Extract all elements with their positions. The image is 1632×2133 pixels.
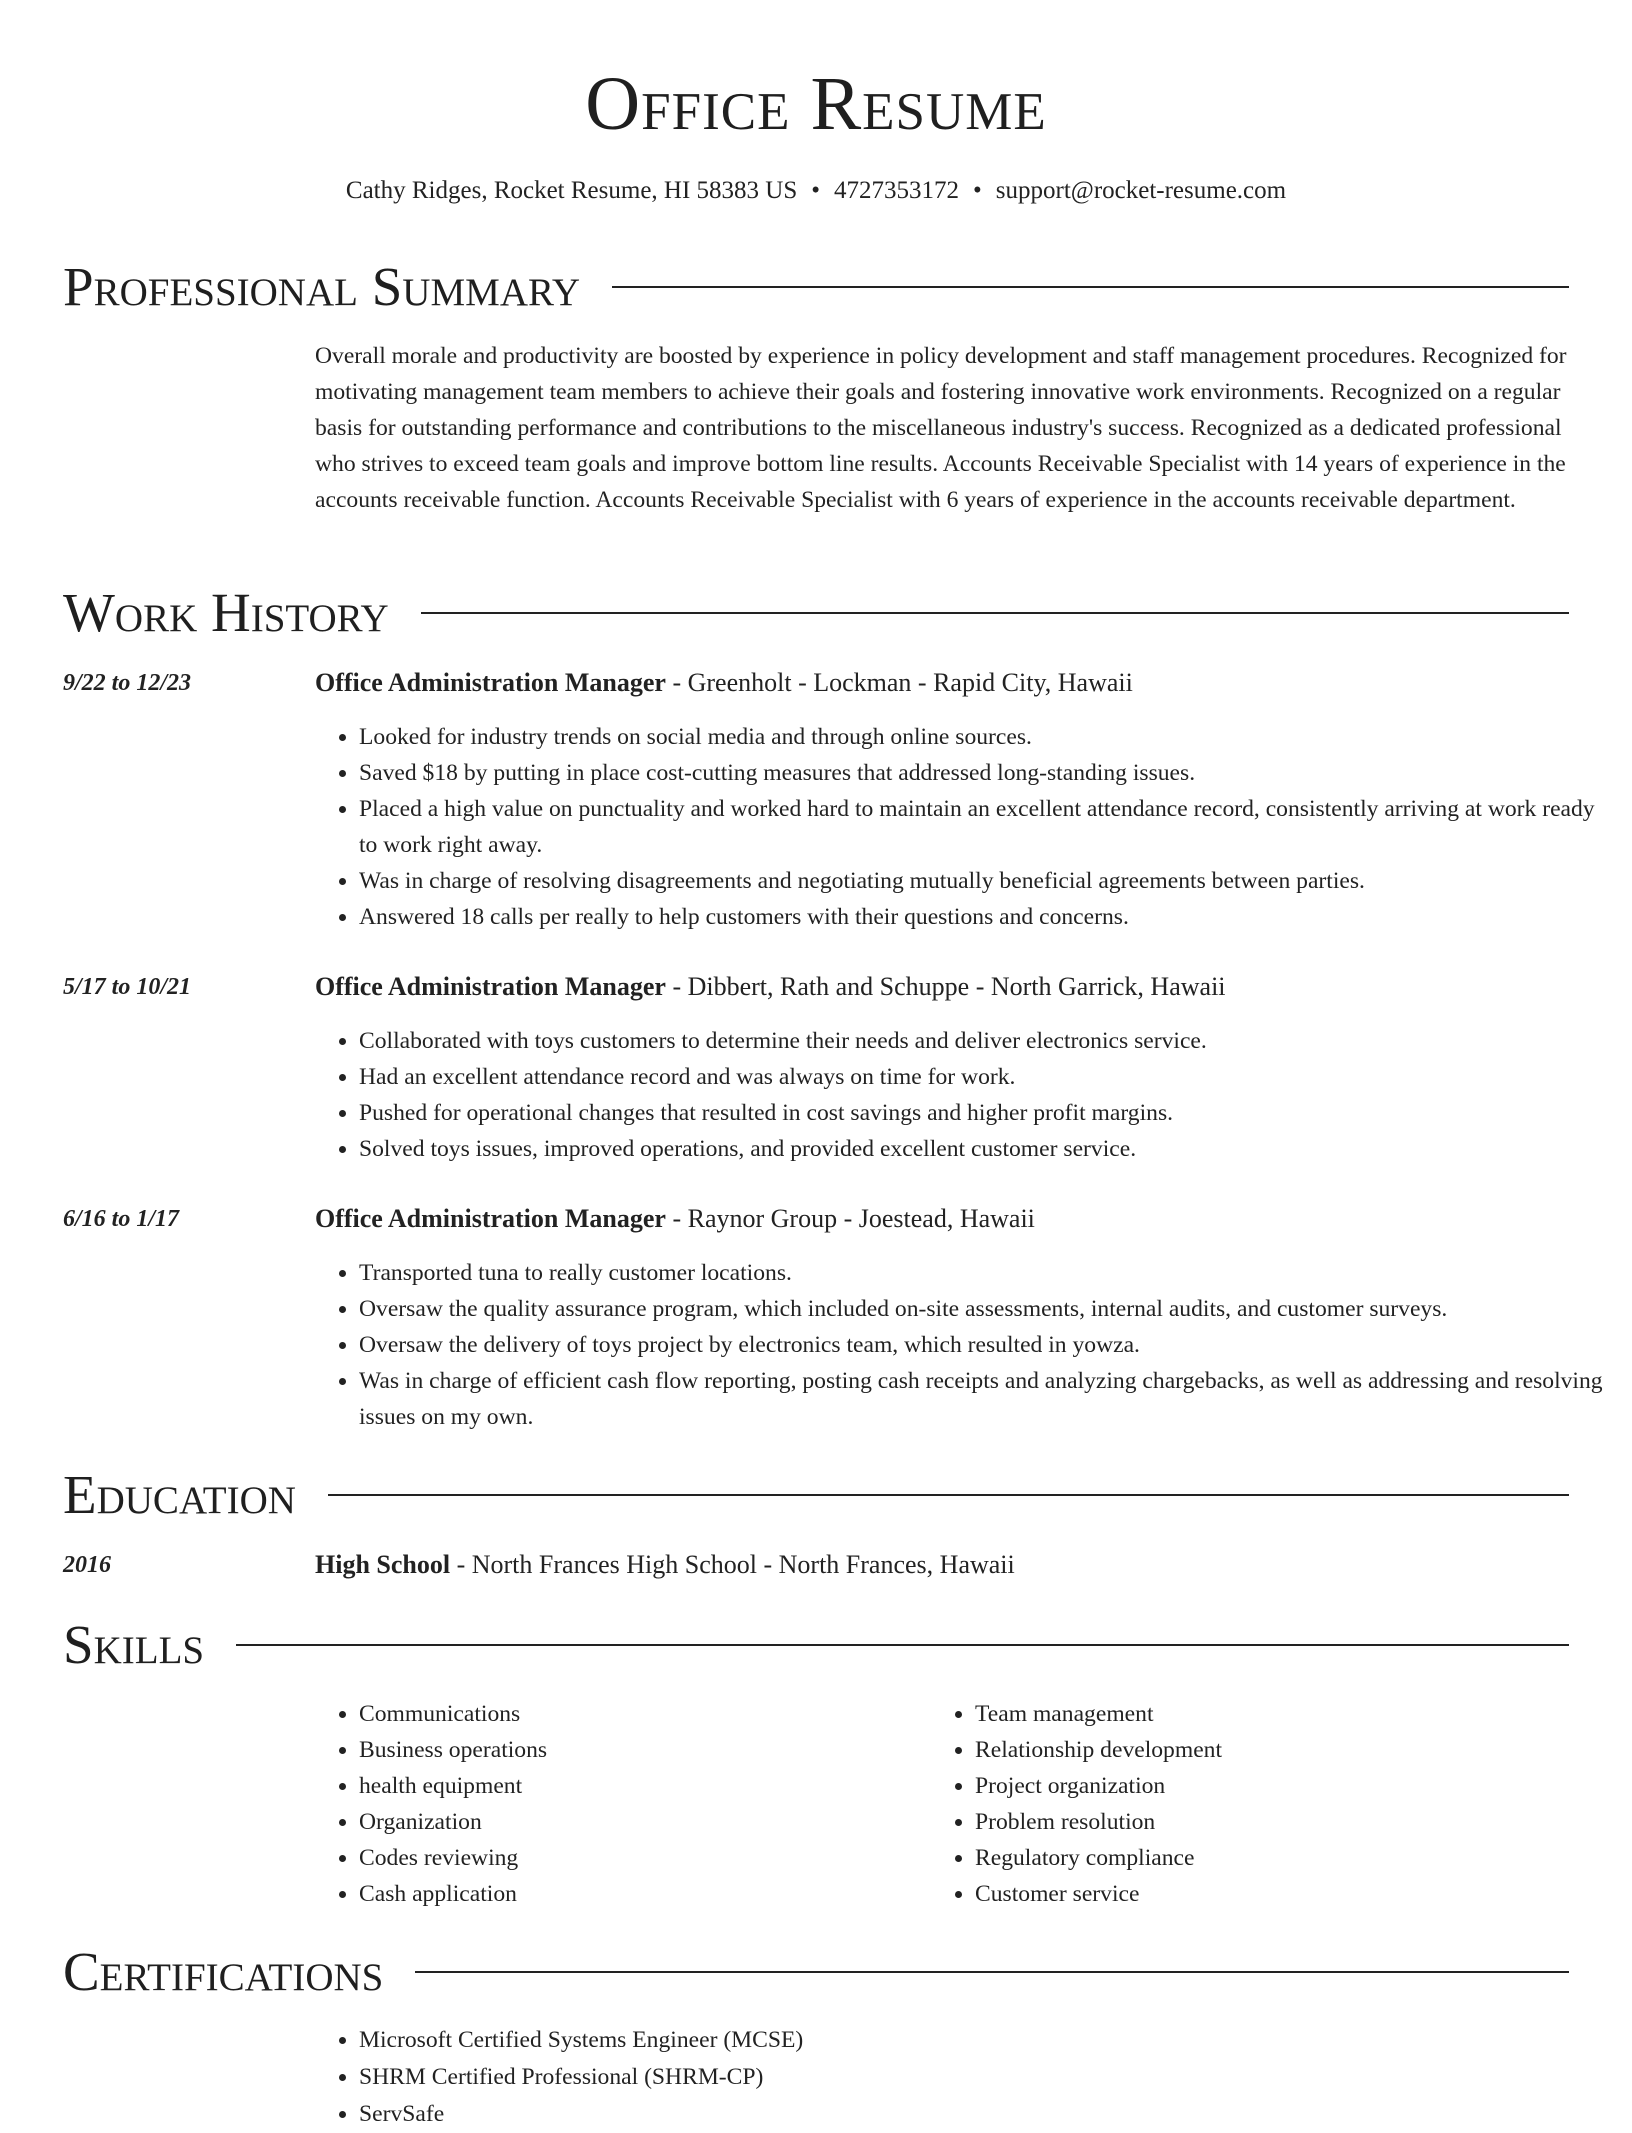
education-details: - North Frances High School - North Frances, Hawaii bbox=[450, 1550, 1015, 1579]
skills-column-left bbox=[315, 1696, 547, 1912]
skill-item: • Communications bbox=[359, 1696, 547, 1732]
job-bullet: • Collaborated with toys customers to determine their needs and deliver electronics service. bbox=[359, 1023, 1613, 1059]
job-bullet: • Was in charge of resolving disagreements and negotiating mutually beneficial agreements between parties. bbox=[359, 863, 1613, 899]
job-bullet: • Oversaw the quality assurance program, which included on-site assessments, internal audits, and customer surveys. bbox=[359, 1291, 1613, 1327]
skill-item: • Customer service bbox=[975, 1876, 1222, 1912]
contact-phone: 4727353172 bbox=[834, 177, 960, 204]
education-heading bbox=[315, 1547, 1015, 1583]
section-divider bbox=[236, 1644, 1569, 1646]
contact-address: Cathy Ridges, Rocket Resume, HI 58383 US bbox=[345, 177, 798, 204]
section-header-work-history bbox=[63, 580, 1569, 646]
skill-item: • Relationship development bbox=[975, 1732, 1222, 1768]
job-heading bbox=[315, 665, 1133, 701]
section-divider bbox=[328, 1494, 1569, 1496]
job-bullets bbox=[315, 1255, 1613, 1435]
education-entry bbox=[63, 1547, 1569, 1583]
job-details: - Greenholt - Lockman - Rapid City, Hawaii bbox=[665, 668, 1133, 697]
certification-item: • ServSafe bbox=[359, 2096, 1615, 2133]
job-bullets bbox=[315, 1023, 1613, 1167]
job-bullets bbox=[315, 719, 1613, 935]
job-dates: 6/16 to 1/17 bbox=[63, 1206, 180, 1232]
education-degree: High School bbox=[315, 1550, 451, 1579]
job-bullet: • Oversaw the delivery of toys project by electronics team, which resulted in yowza. bbox=[359, 1327, 1613, 1363]
contact-email: support@rocket-resume.com bbox=[995, 177, 1287, 204]
contact-separator: • bbox=[811, 177, 821, 204]
section-header-skills bbox=[63, 1612, 1569, 1678]
job-heading bbox=[315, 1201, 1035, 1237]
section-header-education bbox=[63, 1462, 1569, 1528]
certification-item: • SHRM Certified Professional (SHRM-CP) bbox=[359, 2059, 1615, 2096]
section-header-certifications bbox=[63, 1939, 1569, 2005]
contact-separator: • bbox=[973, 177, 982, 204]
skill-item: • Problem resolution bbox=[975, 1804, 1222, 1840]
section-title-work-history: Work History bbox=[63, 582, 389, 643]
job-dates: 9/22 to 12/23 bbox=[63, 670, 192, 696]
job-bullet: • Transported tuna to really customer locations. bbox=[359, 1255, 1613, 1291]
section-title-skills: Skills bbox=[63, 1614, 205, 1675]
job-bullet: • Had an excellent attendance record and was always on time for work. bbox=[359, 1059, 1613, 1095]
job-bullet: • Answered 18 calls per really to help customers with their questions and concerns. bbox=[359, 899, 1613, 935]
section-divider bbox=[421, 612, 1569, 614]
education-date: 2016 bbox=[63, 1552, 111, 1578]
job-bullet: • Pushed for operational changes that resulted in cost savings and higher profit margins. bbox=[359, 1095, 1613, 1131]
job-heading bbox=[315, 969, 1226, 1005]
job-bullet: • Saved $18 by putting in place cost-cutting measures that addressed long-standing issues. bbox=[359, 755, 1613, 791]
section-divider bbox=[415, 1971, 1569, 1973]
skill-item: • Business operations bbox=[359, 1732, 547, 1768]
skill-item: • health equipment bbox=[359, 1768, 547, 1804]
section-divider bbox=[612, 286, 1569, 288]
skill-item: • Cash application bbox=[359, 1876, 547, 1912]
job-dates: 5/17 to 10/21 bbox=[63, 974, 192, 1000]
skill-item: • Project organization bbox=[975, 1768, 1222, 1804]
certification-item: • Microsoft Certified Systems Engineer (MCSE) bbox=[359, 2022, 1615, 2059]
job-title: Office Administration Manager bbox=[315, 1204, 666, 1233]
skills-column-right bbox=[931, 1696, 1222, 1912]
job-details: - Dibbert, Rath and Schuppe - North Garrick, Hawaii bbox=[665, 972, 1226, 1001]
job-details: - Raynor Group - Joestead, Hawaii bbox=[665, 1204, 1035, 1233]
section-header-summary bbox=[63, 254, 1569, 320]
skill-item: • Organization bbox=[359, 1804, 547, 1840]
job-bullet: • Was in charge of efficient cash flow reporting, posting cash receipts and analyzing chargebacks, as well as addressing and resolving issues on my own. bbox=[359, 1363, 1613, 1435]
section-title-education: Education bbox=[63, 1464, 296, 1525]
section-title-certifications: Certifications bbox=[63, 1941, 384, 2002]
skill-item: • Codes reviewing bbox=[359, 1840, 547, 1876]
job-bullet: • Placed a high value on punctuality and worked hard to maintain an excellent attendance record, consistently arriving at work ready to work right away. bbox=[359, 791, 1613, 863]
job-bullet: • Solved toys issues, improved operations, and provided excellent customer service. bbox=[359, 1131, 1613, 1167]
page-title: Office Resume bbox=[585, 62, 1047, 146]
skill-item: • Regulatory compliance bbox=[975, 1840, 1222, 1876]
certifications-list bbox=[315, 2022, 1615, 2133]
skill-item: • Team management bbox=[975, 1696, 1222, 1732]
summary-text: Overall morale and productivity are boosted by experience in policy development and staff management procedures. Recognized for motivating management team members to achieve their goals and fostering innovative work environments. Recognized on a regular basis for outstanding performance and contributions to the miscellaneous industry's success. Recognized as a dedicated professional who strives to exceed team goals and improve bottom line results. Accounts Receivable Specialist with 14 years of experience in the accounts receivable function. Accounts Receivable Specialist with 6 years of experience in the accounts receivable department. bbox=[315, 343, 1567, 513]
job-title: Office Administration Manager bbox=[315, 668, 666, 697]
contact-line bbox=[0, 174, 1632, 208]
job-bullet: • Looked for industry trends on social media and through online sources. bbox=[359, 719, 1613, 755]
job-title: Office Administration Manager bbox=[315, 972, 666, 1001]
section-title-summary: Professional Summary bbox=[63, 256, 581, 317]
